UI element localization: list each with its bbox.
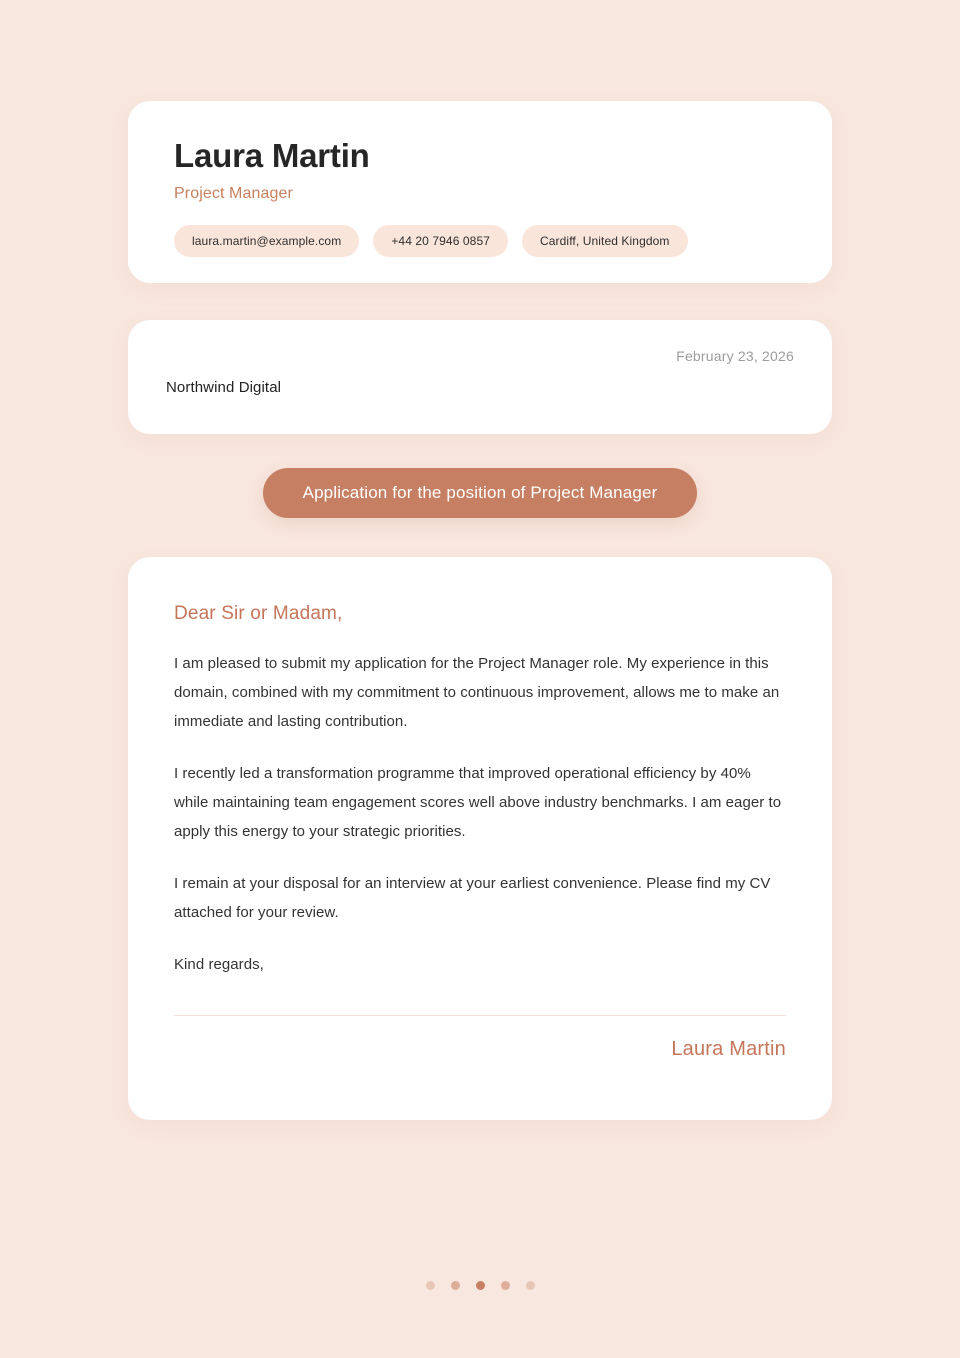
subject-badge: Application for the position of Project Manager (263, 468, 698, 518)
header-card (128, 101, 832, 283)
signature-divider (174, 1015, 786, 1016)
contact-pill-row (174, 225, 786, 257)
page-title: Laura Martin (174, 137, 370, 174)
pagination-dot[interactable] (451, 1281, 460, 1290)
letter-paragraphs (174, 649, 786, 927)
pagination-dot-active[interactable] (476, 1281, 485, 1290)
pagination-dot[interactable] (526, 1281, 535, 1290)
closing-line: Kind regards, (174, 956, 264, 973)
letter-paragraph: I remain at your disposal for an interview at your earliest convenience. Please find my CV attached for your review. (174, 875, 771, 921)
pagination-dot[interactable] (426, 1281, 435, 1290)
salutation: Dear Sir or Madam, (174, 603, 343, 624)
subject-row (0, 468, 960, 518)
recipient-company: Northwind Digital (166, 379, 282, 396)
contact-pill-location[interactable]: Cardiff, United Kingdom (522, 225, 687, 257)
signature-name: Laura Martin (671, 1038, 786, 1060)
job-role-subtitle: Project Manager (174, 184, 293, 202)
contact-pill-email[interactable]: laura.martin@example.com (174, 225, 359, 257)
letter-date: February 23, 2026 (676, 348, 794, 364)
pagination-dots[interactable] (0, 1281, 960, 1290)
letter-body-card (128, 557, 832, 1120)
meta-card (128, 320, 832, 434)
pagination-dot[interactable] (501, 1281, 510, 1290)
contact-pill-phone[interactable]: +44 20 7946 0857 (373, 225, 508, 257)
letter-paragraph: I recently led a transformation programme that improved operational efficiency by 40% while maintaining team engagement scores well above industry benchmarks. I am eager to apply this energy to your strategic priorities. (174, 765, 782, 840)
letter-paragraph: I am pleased to submit my application for the Project Manager role. My experience in this domain, combined with my commitment to continuous improvement, allows me to make an immediate and lasting contribution. (174, 655, 780, 730)
